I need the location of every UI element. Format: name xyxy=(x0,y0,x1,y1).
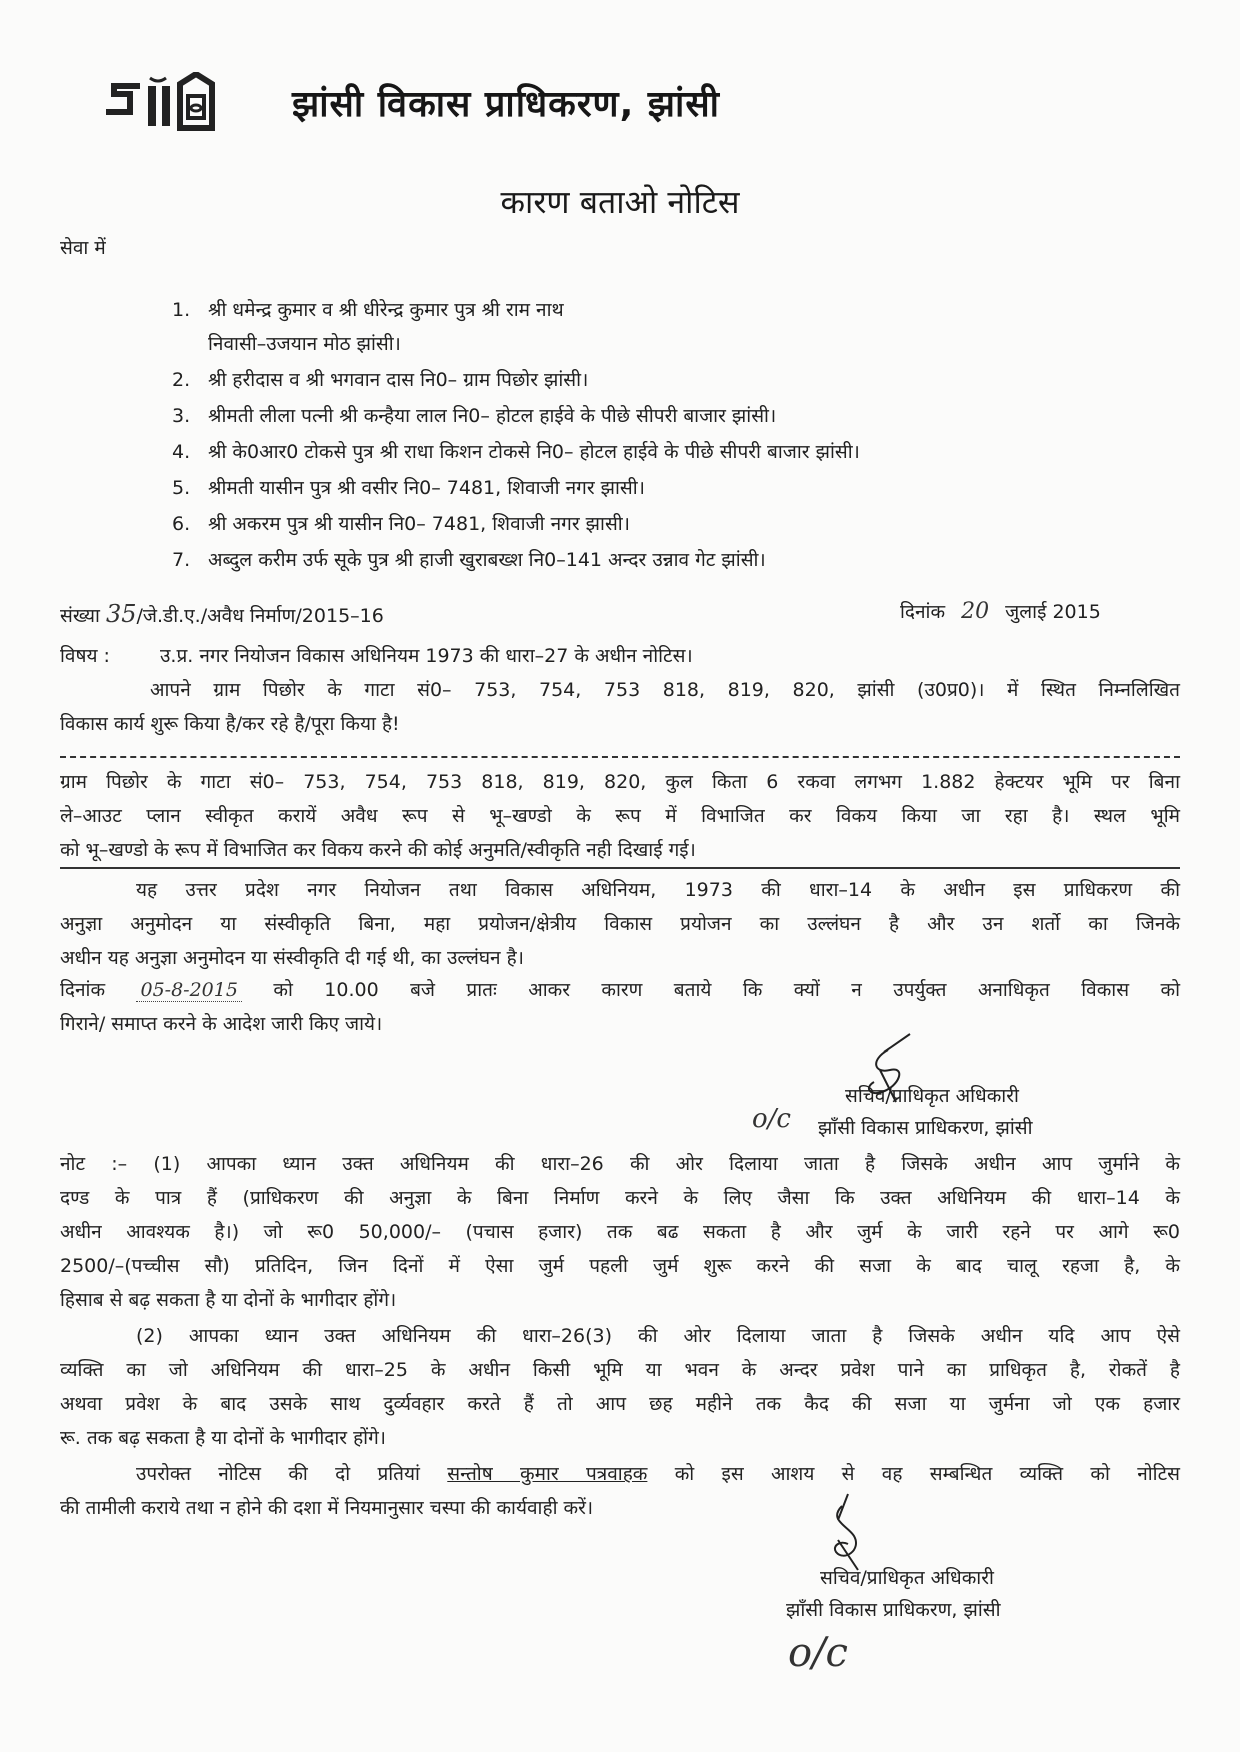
hearing-text: को 10.00 बजे प्रातः आकर कारण बताये कि क्यों न उपर्युक्त अनाधिकृत विकास को xyxy=(273,979,1180,1001)
note-line: रू. तक बढ़ सकता है या दोनों के भागीदार होंगे। xyxy=(60,1427,386,1449)
recipient-number: 5. xyxy=(172,477,191,499)
divider-solid xyxy=(60,867,1180,869)
salutation: सेवा में xyxy=(60,237,106,259)
oc-mark: o/c xyxy=(788,1630,848,1676)
recipient-item xyxy=(172,402,776,428)
date-month-year: जुलाई 2015 xyxy=(1005,601,1101,623)
carrier-name: सन्तोष कुमार पत्रवाहक xyxy=(447,1463,648,1485)
signatory-designation: सचिव/प्राधिकृत अधिकारी xyxy=(845,1085,1019,1107)
date-day-handwritten: 20 xyxy=(961,599,990,624)
signatory-office: झाँसी विकास प्राधिकरण, झांसी xyxy=(786,1599,1001,1621)
recipient-item xyxy=(172,438,860,464)
note-line: 2500/–(पच्चीस सौ) प्रतिदिन, जिन दिनों में ऐसा जुर्म पहली जुर्म शुरू करने की सजा के बाद चालू रहजा है, के xyxy=(60,1255,1180,1277)
note-line: अधीन आवश्यक है।) जो रू0 50,000/– (पचास हजार) तक बढ सकता है और जुर्म के जारी रहने पर आगे रू0 xyxy=(60,1221,1180,1243)
service-line: की तामीली कराये तथा न होने की दशा में नियमानुसार चस्पा की कार्यवाही करें। xyxy=(60,1497,594,1519)
recipient-number: 4. xyxy=(172,441,191,463)
description-line: ले–आउट प्लान स्वीकृत करायें अवैध रूप से भू–खण्डो के रूप में विभाजित कर विकय किया जा रहा है। स्थल भूमि xyxy=(60,805,1180,827)
service-text: उपरोक्त नोटिस की दो प्रतियां xyxy=(136,1463,420,1485)
recipient-item xyxy=(172,510,630,536)
violation-line: अनुज्ञा अनुमोदन या संस्वीकृति बिना, महा प्रयोजन/क्षेत्रीय विकास प्रयोजन का उल्लंघन है और उन शर्तो का जिनके xyxy=(60,913,1180,935)
recipient-item xyxy=(172,546,766,572)
reference-prefix: संख्या xyxy=(60,605,100,627)
recipient-number: 7. xyxy=(172,549,191,571)
violation-line: यह उत्तर प्रदेश नगर नियोजन तथा विकास अधिनियम, 1973 की धारा–14 के अधीन इस प्राधिकरण की xyxy=(136,879,1180,901)
hearing-line xyxy=(60,976,1180,1002)
note-line: (2) आपका ध्यान उक्त अधिनियम की धारा–26(3) की ओर दिलाया जाता है जिसके अधीन यदि आप ऐसे xyxy=(136,1325,1180,1347)
reference-handwritten-number: 35 xyxy=(105,600,137,628)
recipient-item xyxy=(172,474,645,500)
recipient-item xyxy=(172,296,564,322)
recipient-text: श्री के0आर0 टोकसे पुत्र श्री राधा किशन टोकसे नि0– होटल हाईवे के पीछे सीपरी बाजार झांसी। xyxy=(208,441,860,463)
date-label: दिनांक xyxy=(900,601,946,623)
intro-line: आपने ग्राम पिछोर के गाटा सं0– 753, 754, 753 818, 819, 820, झांसी (उ0प्र0)। में स्थित निम्नलिखित xyxy=(150,679,1180,701)
violation-line: अधीन यह अनुज्ञा अनुमोदन या संस्वीकृति दी गई थी, का उल्लंघन है। xyxy=(60,947,524,969)
signatory-designation: सचिव/प्राधिकृत अधिकारी xyxy=(820,1567,994,1589)
recipient-text: श्री अकरम पुत्र श्री यासीन नि0– 7481, शिवाजी नगर झासी। xyxy=(208,513,630,535)
note-line: व्यक्ति का जो अधिनियम की धारा–25 के अधीन किसी भूमि या भवन के अन्दर प्रवेश पाने का प्राधिकृत है, रोकतें है xyxy=(60,1359,1180,1381)
jda-logo-icon xyxy=(100,72,270,132)
recipient-number: 3. xyxy=(172,405,191,427)
recipient-number: 2. xyxy=(172,369,191,391)
organization-name: झांसी विकास प्राधिकरण, झांसी xyxy=(292,84,720,125)
intro-line: विकास कार्य शुरू किया है/कर रहे है/पूरा किया है! xyxy=(60,713,400,735)
recipient-text: श्री धमेन्द्र कुमार व श्री धीरेन्द्र कुमार पुत्र श्री राम नाथ xyxy=(208,299,564,321)
note-line: हिसाब से बढ़ सकता है या दोनों के भागीदार होंगे। xyxy=(60,1289,397,1311)
recipient-number: 1. xyxy=(172,299,191,321)
description-line: को भू–खण्डो के रूप में विभाजित कर विकय करने की कोई अनुमति/स्वीकृति नही दिखाई गई। xyxy=(60,839,696,861)
hearing-date-label: दिनांक xyxy=(60,979,106,1001)
divider-dashed xyxy=(60,756,1180,758)
hearing-date-handwritten: 05-8-2015 xyxy=(136,979,241,1002)
signatory-office: झाँसी विकास प्राधिकरण, झांसी xyxy=(818,1117,1033,1139)
note-line: नोट :– (1) आपका ध्यान उक्त अधिनियम की धारा–26 की ओर दिलाया जाता है जिसके अधीन आप जुर्माने के xyxy=(60,1153,1180,1175)
recipient-text: अब्दुल करीम उर्फ सूके पुत्र श्री हाजी खुराबख्श नि0–141 अन्दर उन्नाव गेट झांसी। xyxy=(208,549,766,571)
service-line xyxy=(60,1460,1180,1486)
recipient-text: श्रीमती यासीन पुत्र श्री वसीर नि0– 7481, शिवाजी नगर झासी। xyxy=(208,477,645,499)
recipient-number: 6. xyxy=(172,513,191,535)
recipient-address: निवासी–उजयान मोठ झांसी। xyxy=(208,333,401,355)
subject-label: विषय : xyxy=(60,645,110,667)
description-line: ग्राम पिछोर के गाटा सं0– 753, 754, 753 818, 819, 820, कुल किता 6 रकवा लगभग 1.882 हेक्टयर भूमि पर बिना xyxy=(60,771,1180,793)
notice-title: कारण बताओ नोटिस xyxy=(500,183,740,221)
notice-date xyxy=(900,598,1101,624)
oc-mark: o/c xyxy=(752,1104,791,1134)
recipient-text: श्री हरीदास व श्री भगवान दास नि0– ग्राम पिछोर झांसी। xyxy=(208,369,589,391)
service-text: को इस आशय से वह सम्बन्धित व्यक्ति को नोटिस xyxy=(674,1463,1180,1485)
subject-text: उ.प्र. नगर नियोजन विकास अधिनियम 1973 की धारा–27 के अधीन नोटिस। xyxy=(160,645,693,667)
hearing-line: गिराने/ समाप्त करने के आदेश जारी किए जाये। xyxy=(60,1013,383,1035)
note-line: अथवा प्रवेश के बाद उसके साथ दुर्व्यवहार करते हैं तो आप छह महीने तक कैद की सजा या जुर्मना जो एक हजार xyxy=(60,1393,1180,1415)
note-line: दण्ड के पात्र हैं (प्राधिकरण की अनुज्ञा के बिना निर्माण करने के लिए जैसा कि उक्त अधिनियम की धारा–14 के xyxy=(60,1187,1180,1209)
reference-suffix: /जे.डी.ए./अवैध निर्माण/2015–16 xyxy=(136,605,384,627)
reference-number xyxy=(60,600,384,628)
recipient-text: श्रीमती लीला पत्नी श्री कन्हैया लाल नि0– होटल हाईवे के पीछे सीपरी बाजार झांसी। xyxy=(208,405,777,427)
recipient-item xyxy=(172,366,588,392)
